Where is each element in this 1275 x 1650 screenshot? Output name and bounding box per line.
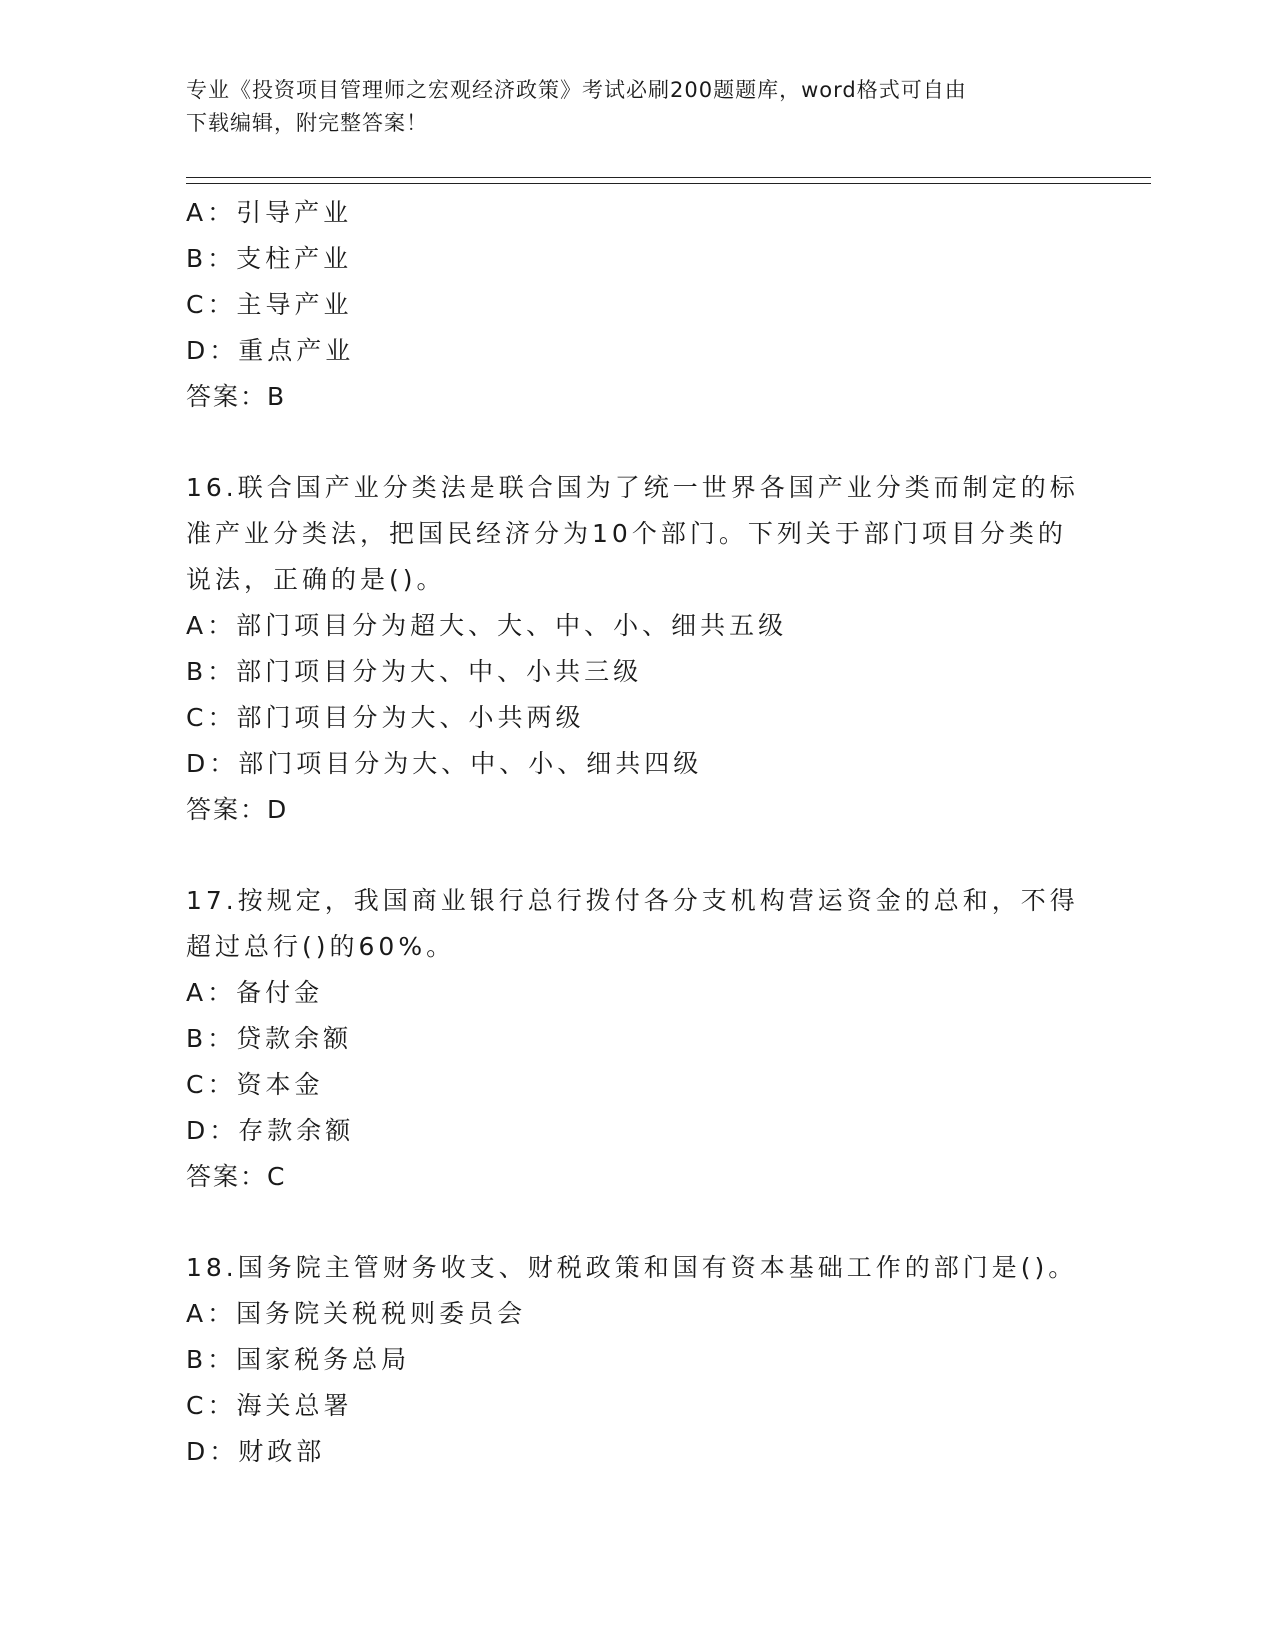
document-header bbox=[186, 74, 1066, 140]
header-divider-bottom bbox=[186, 183, 1151, 184]
question-text-line: 18.国务院主管财务收支、财税政策和国有资本基础工作的部门是()。 bbox=[186, 1253, 1078, 1282]
option-d: D：部门项目分为大、中、小、细共四级 bbox=[186, 749, 703, 778]
question-text-line: 说法，正确的是()。 bbox=[186, 565, 446, 594]
answer-line: 答案：D bbox=[186, 795, 289, 824]
answer-line: 答案：C bbox=[186, 1162, 287, 1191]
question-15 bbox=[186, 190, 1086, 420]
option-b: B：支柱产业 bbox=[186, 244, 353, 273]
question-text-line: 超过总行()的60%。 bbox=[186, 932, 456, 961]
option-c: C：部门项目分为大、小共两级 bbox=[186, 703, 585, 732]
option-c: C：资本金 bbox=[186, 1070, 324, 1099]
option-a: A：部门项目分为超大、大、中、小、细共五级 bbox=[186, 611, 788, 640]
question-list bbox=[186, 190, 1086, 1475]
answer-line: 答案：B bbox=[186, 382, 287, 411]
question-18 bbox=[186, 1245, 1086, 1475]
option-d: D：财政部 bbox=[186, 1437, 326, 1466]
option-b: B：贷款余额 bbox=[186, 1024, 353, 1053]
question-16 bbox=[186, 465, 1086, 833]
question-text-line: 17.按规定，我国商业银行总行拨付各分支机构营运资金的总和，不得 bbox=[186, 886, 1079, 915]
option-d: D：存款余额 bbox=[186, 1116, 355, 1145]
option-d: D：重点产业 bbox=[186, 336, 355, 365]
option-b: B：国家税务总局 bbox=[186, 1345, 411, 1374]
option-c: C：主导产业 bbox=[186, 290, 353, 319]
question-text-line: 16.联合国产业分类法是联合国为了统一世界各国产业分类而制定的标 bbox=[186, 473, 1079, 502]
option-a: A：国务院关税税则委员会 bbox=[186, 1299, 527, 1328]
header-line-1: 专业《投资项目管理师之宏观经济政策》考试必刷200题题库，word格式可自由 bbox=[186, 78, 967, 102]
header-line-2: 下载编辑，附完整答案！ bbox=[186, 111, 428, 135]
header-divider-top bbox=[186, 177, 1151, 178]
question-17 bbox=[186, 878, 1086, 1200]
option-b: B：部门项目分为大、中、小共三级 bbox=[186, 657, 643, 686]
option-c: C：海关总署 bbox=[186, 1391, 353, 1420]
option-a: A：引导产业 bbox=[186, 198, 353, 227]
option-a: A：备付金 bbox=[186, 978, 324, 1007]
question-text-line: 准产业分类法，把国民经济分为10个部门。下列关于部门项目分类的 bbox=[186, 519, 1067, 548]
